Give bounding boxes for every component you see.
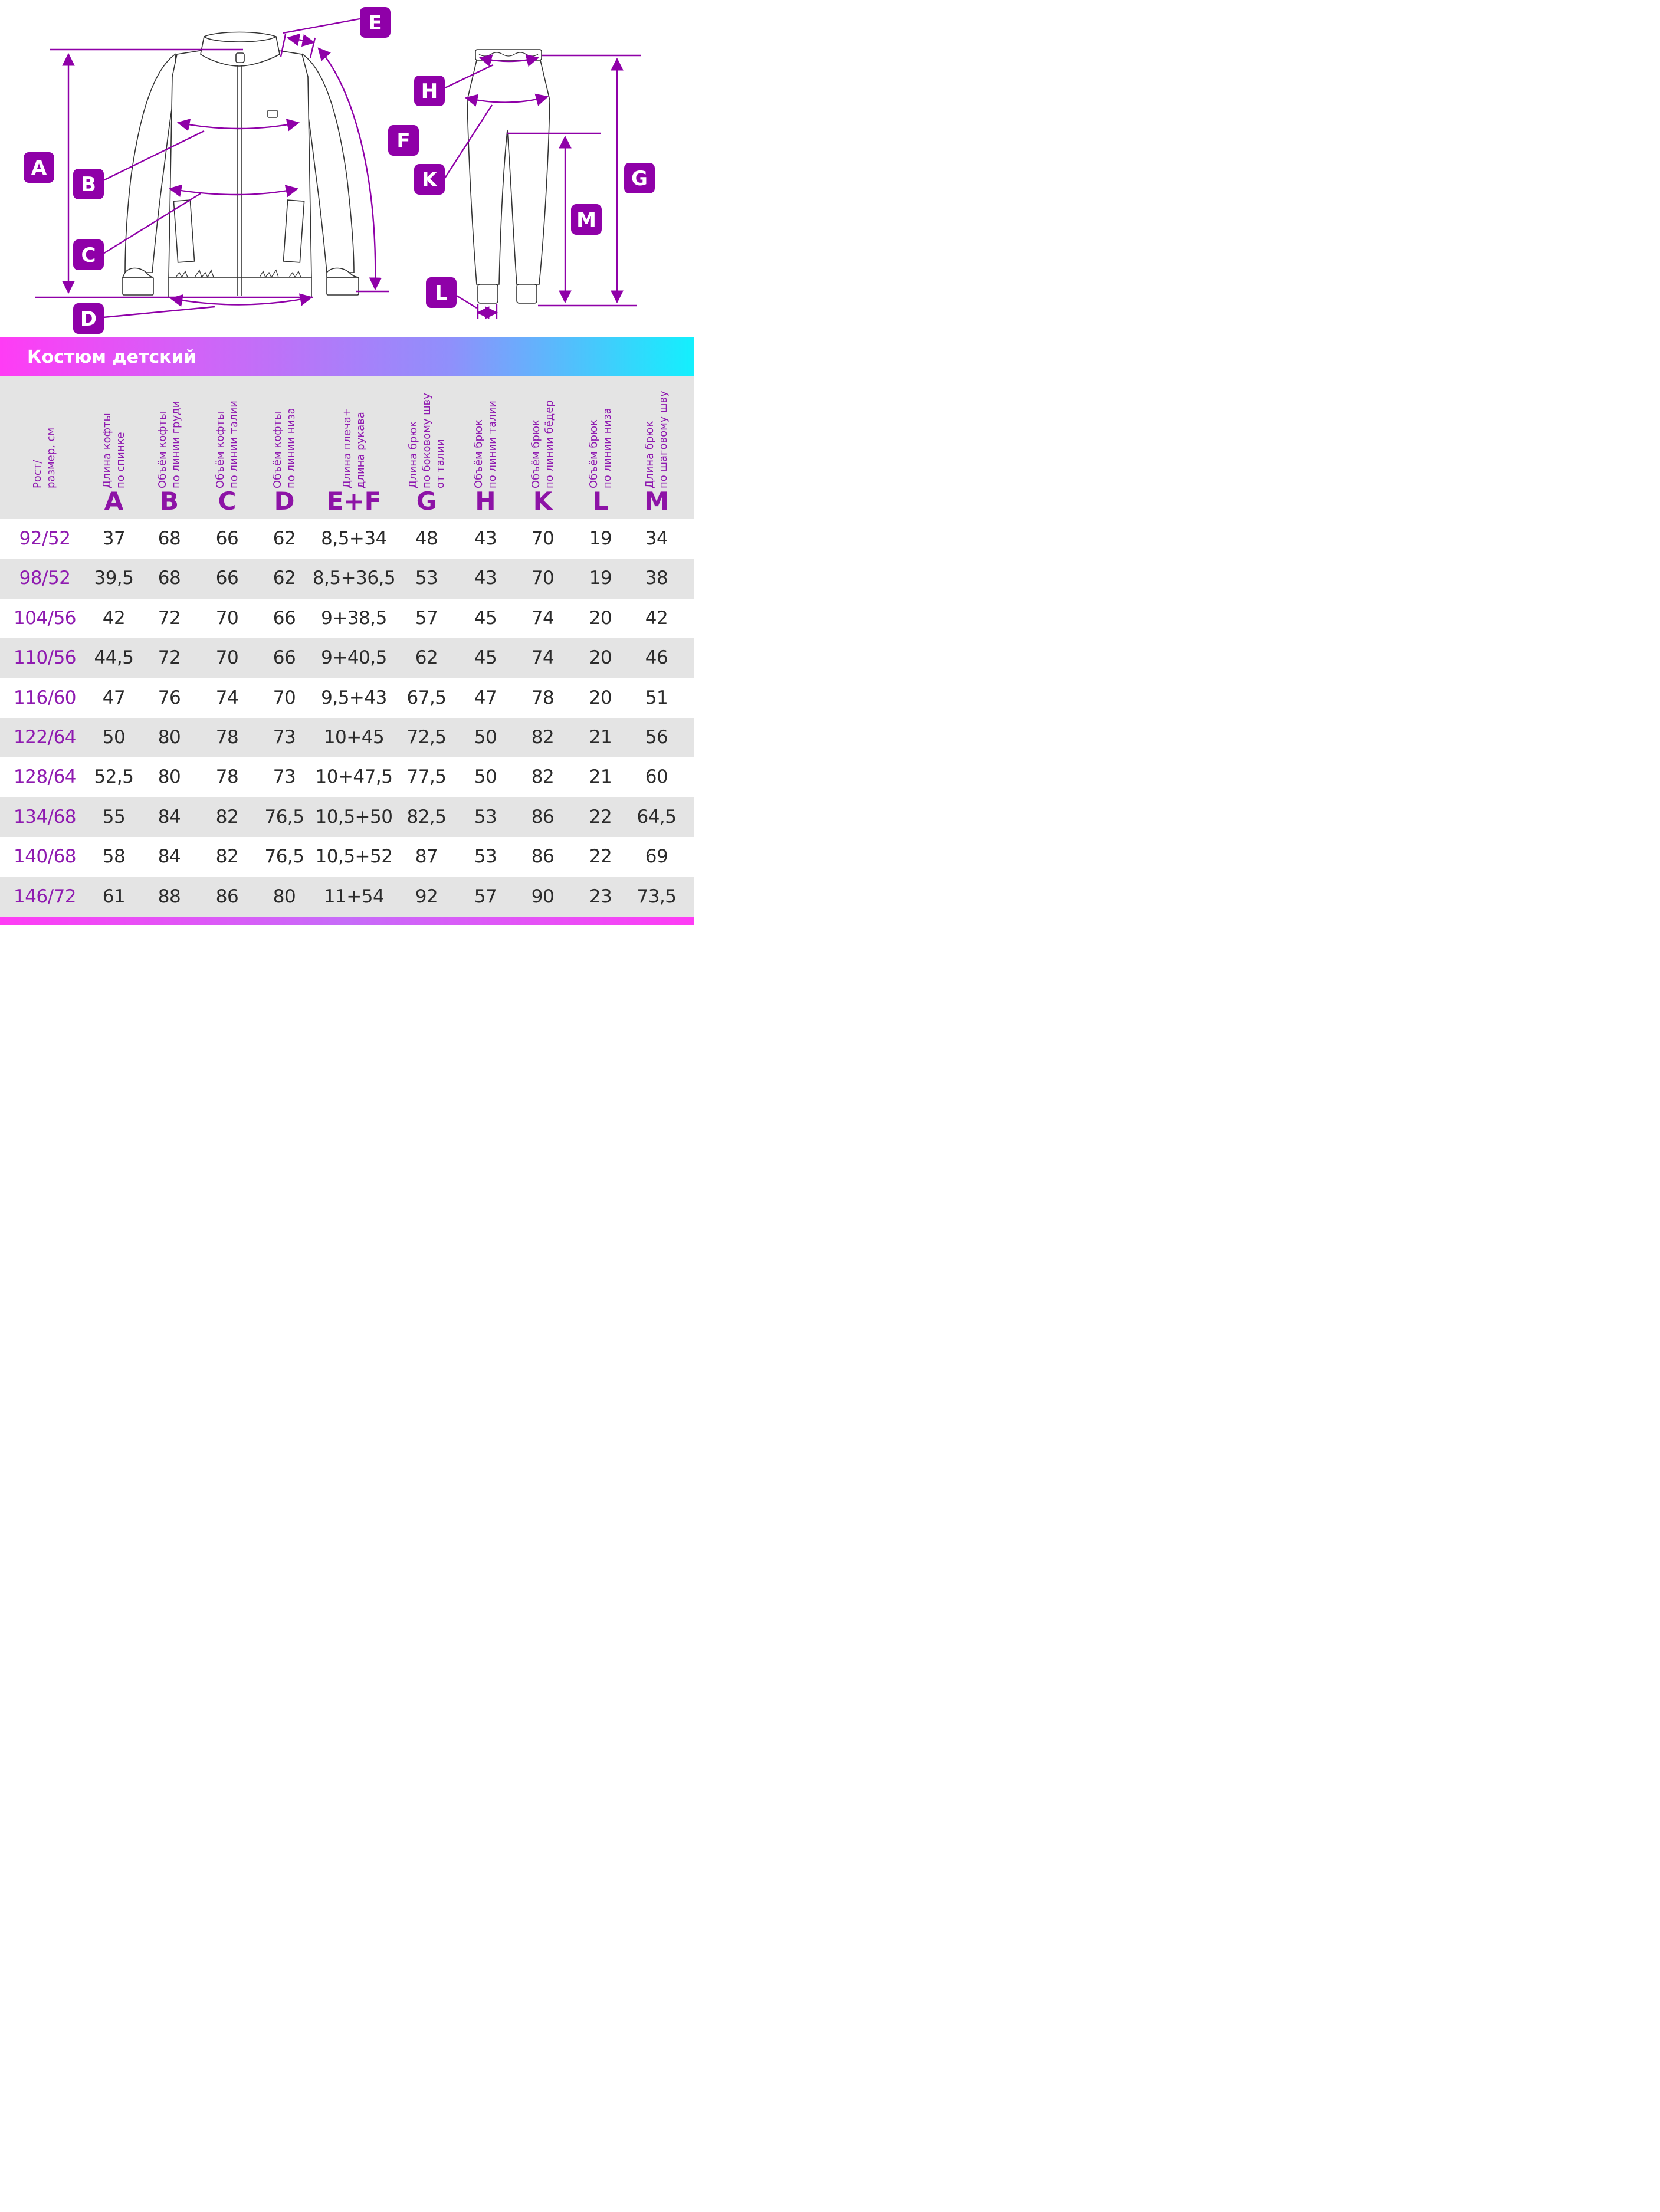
value-cell: 10,5+52 <box>315 846 393 868</box>
value-cell: 10+47,5 <box>315 766 393 788</box>
value-cell: 84 <box>158 846 181 868</box>
value-cell: 82 <box>215 846 239 868</box>
value-cell: 52,5 <box>94 766 134 788</box>
value-cell: 38 <box>645 567 668 589</box>
value-cell: 9+40,5 <box>321 647 387 669</box>
value-cell: 47 <box>102 687 126 708</box>
value-cell: 92 <box>415 885 438 907</box>
value-cell: 48 <box>415 528 438 549</box>
header-col-l <box>572 376 629 519</box>
value-cell: 50 <box>474 766 497 788</box>
value-cell: 43 <box>474 567 497 589</box>
value-cell: 42 <box>645 607 668 629</box>
value-cell: 86 <box>531 806 555 828</box>
value-cell: 9+38,5 <box>321 607 387 629</box>
value-cell: 80 <box>273 885 296 907</box>
value-cell: 82 <box>531 727 555 748</box>
value-cell: 66 <box>215 567 239 589</box>
header-letter: K <box>533 487 553 516</box>
header-size-label: Рост/ размер, см <box>31 427 57 488</box>
table-row <box>0 599 694 638</box>
size-cell: 140/68 <box>13 846 77 868</box>
size-cell: 116/60 <box>13 687 77 708</box>
value-cell: 74 <box>531 647 555 669</box>
header-letter: G <box>416 487 437 516</box>
value-cell: 45 <box>474 607 497 629</box>
size-table-body <box>0 519 694 917</box>
value-cell: 78 <box>531 687 555 708</box>
badge-c <box>73 239 104 270</box>
header-description: Длина кофты по спинке <box>101 413 127 488</box>
jacket-drawing <box>123 32 359 298</box>
badge-l-label: L <box>435 281 448 305</box>
value-cell: 20 <box>589 647 612 669</box>
value-cell: 70 <box>531 528 555 549</box>
size-cell: 146/72 <box>13 885 77 907</box>
value-cell: 72 <box>158 647 181 669</box>
value-cell: 21 <box>589 727 612 748</box>
value-cell: 39,5 <box>94 567 134 589</box>
badge-b-label: B <box>81 173 96 196</box>
badge-h <box>414 76 445 106</box>
value-cell: 69 <box>645 846 668 868</box>
header-description: Длина брюк по шаговому шву <box>644 390 670 488</box>
value-cell: 90 <box>531 885 555 907</box>
header-description: Объём брюк по линии бёдер <box>530 400 556 488</box>
table-row <box>0 757 694 797</box>
header-letter: A <box>104 487 124 516</box>
value-cell: 64,5 <box>637 806 677 828</box>
header-description: Объём брюк по линии низа <box>588 408 614 488</box>
header-size <box>12 376 77 519</box>
value-cell: 66 <box>215 528 239 549</box>
value-cell: 34 <box>645 528 668 549</box>
title-bar <box>0 337 694 376</box>
value-cell: 10+45 <box>323 727 385 748</box>
value-cell: 55 <box>102 806 126 828</box>
value-cell: 74 <box>531 607 555 629</box>
value-cell: 51 <box>645 687 668 708</box>
value-cell: 53 <box>474 806 497 828</box>
value-cell: 88 <box>158 885 181 907</box>
badge-e <box>360 7 391 38</box>
value-cell: 37 <box>102 528 126 549</box>
value-cell: 43 <box>474 528 497 549</box>
header-col-g <box>394 376 459 519</box>
value-cell: 78 <box>215 766 239 788</box>
badge-b <box>73 169 104 199</box>
header-description: Объём кофты по линии груди <box>156 401 182 488</box>
value-cell: 84 <box>158 806 181 828</box>
header-col-m <box>624 376 689 519</box>
value-cell: 44,5 <box>94 647 134 669</box>
value-cell: 68 <box>158 528 181 549</box>
size-cell: 134/68 <box>13 806 77 828</box>
value-cell: 21 <box>589 766 612 788</box>
header-letter: D <box>274 487 295 516</box>
value-cell: 42 <box>102 607 126 629</box>
table-row <box>0 877 694 917</box>
value-cell: 46 <box>645 647 668 669</box>
value-cell: 19 <box>589 567 612 589</box>
value-cell: 57 <box>415 607 438 629</box>
badge-k-label: K <box>421 168 438 192</box>
badge-k <box>414 164 445 195</box>
badge-h-label: H <box>421 80 438 103</box>
value-cell: 77,5 <box>406 766 447 788</box>
value-cell: 61 <box>102 885 126 907</box>
value-cell: 86 <box>531 846 555 868</box>
size-cell: 110/56 <box>13 647 77 669</box>
header-letter: H <box>475 487 496 516</box>
value-cell: 82,5 <box>406 806 447 828</box>
header-col-a <box>81 376 146 519</box>
badge-l <box>426 277 457 308</box>
header-col-h <box>457 376 514 519</box>
value-cell: 50 <box>474 727 497 748</box>
value-cell: 8,5+36,5 <box>312 567 396 589</box>
value-cell: 60 <box>645 766 668 788</box>
value-cell: 50 <box>102 727 126 748</box>
value-cell: 82 <box>531 766 555 788</box>
value-cell: 67,5 <box>406 687 447 708</box>
value-cell: 80 <box>158 727 181 748</box>
table-row <box>0 837 694 877</box>
value-cell: 72,5 <box>406 727 447 748</box>
value-cell: 56 <box>645 727 668 748</box>
value-cell: 76,5 <box>264 806 304 828</box>
badge-f <box>388 125 419 156</box>
value-cell: 82 <box>215 806 239 828</box>
size-cell: 98/52 <box>19 567 71 589</box>
value-cell: 11+54 <box>323 885 385 907</box>
table-row <box>0 678 694 718</box>
badge-d-label: D <box>80 307 97 331</box>
size-cell: 122/64 <box>13 727 77 748</box>
value-cell: 20 <box>589 607 612 629</box>
table-row <box>0 559 694 598</box>
value-cell: 73 <box>273 766 296 788</box>
garment-diagram <box>0 0 694 337</box>
table-row <box>0 797 694 837</box>
value-cell: 53 <box>474 846 497 868</box>
table-row <box>0 718 694 757</box>
header-description: Длина брюк по боковому шву от талии <box>406 393 447 488</box>
page-title: Костюм детский <box>27 347 196 367</box>
header-letter: B <box>159 487 179 516</box>
value-cell: 20 <box>589 687 612 708</box>
value-cell: 73,5 <box>637 885 677 907</box>
value-cell: 10,5+50 <box>315 806 393 828</box>
value-cell: 23 <box>589 885 612 907</box>
size-cell: 128/64 <box>13 766 77 788</box>
table-row <box>0 519 694 559</box>
value-cell: 80 <box>158 766 181 788</box>
value-cell: 22 <box>589 806 612 828</box>
header-description: Объём кофты по линии талии <box>214 400 240 488</box>
value-cell: 76,5 <box>264 846 304 868</box>
value-cell: 68 <box>158 567 181 589</box>
header-col-d <box>252 376 317 519</box>
value-cell: 58 <box>102 846 126 868</box>
badge-c-label: C <box>81 244 96 267</box>
pants-drawing <box>467 50 550 303</box>
header-letter: C <box>218 487 237 516</box>
header-col-b <box>141 376 198 519</box>
header-letter: E+F <box>326 487 382 516</box>
value-cell: 8,5+34 <box>321 528 387 549</box>
value-cell: 62 <box>273 567 296 589</box>
value-cell: 62 <box>415 647 438 669</box>
header-description: Объём брюк по линии талии <box>473 400 498 488</box>
value-cell: 70 <box>215 647 239 669</box>
value-cell: 53 <box>415 567 438 589</box>
value-cell: 66 <box>273 607 296 629</box>
badge-g-label: G <box>631 167 648 191</box>
value-cell: 57 <box>474 885 497 907</box>
header-description: Объём кофты по линии низа <box>271 408 297 488</box>
header-letter: M <box>644 487 669 516</box>
value-cell: 66 <box>273 647 296 669</box>
badge-d <box>73 303 104 334</box>
badge-e-label: E <box>368 11 382 35</box>
size-cell: 92/52 <box>19 528 71 549</box>
value-cell: 9,5+43 <box>321 687 387 708</box>
header-letter: L <box>592 487 609 516</box>
value-cell: 86 <box>215 885 239 907</box>
badge-a <box>24 152 54 183</box>
value-cell: 70 <box>273 687 296 708</box>
header-col-eplusf <box>310 376 398 519</box>
value-cell: 74 <box>215 687 239 708</box>
value-cell: 62 <box>273 528 296 549</box>
header-col-c <box>199 376 255 519</box>
value-cell: 70 <box>531 567 555 589</box>
header-description: Длина плеча+ длина рукава <box>341 408 367 488</box>
value-cell: 19 <box>589 528 612 549</box>
header-col-k <box>514 376 571 519</box>
badge-g <box>624 163 655 193</box>
value-cell: 76 <box>158 687 181 708</box>
value-cell: 70 <box>215 607 239 629</box>
badge-m-label: M <box>576 208 596 232</box>
value-cell: 45 <box>474 647 497 669</box>
value-cell: 72 <box>158 607 181 629</box>
value-cell: 22 <box>589 846 612 868</box>
bottom-bar <box>0 917 694 925</box>
value-cell: 73 <box>273 727 296 748</box>
size-table-header <box>0 376 694 519</box>
badge-f-label: F <box>396 129 411 153</box>
size-cell: 104/56 <box>13 607 77 629</box>
badge-m <box>571 204 602 235</box>
value-cell: 47 <box>474 687 497 708</box>
value-cell: 78 <box>215 727 239 748</box>
value-cell: 87 <box>415 846 438 868</box>
badge-a-label: A <box>31 156 47 180</box>
table-row <box>0 638 694 678</box>
